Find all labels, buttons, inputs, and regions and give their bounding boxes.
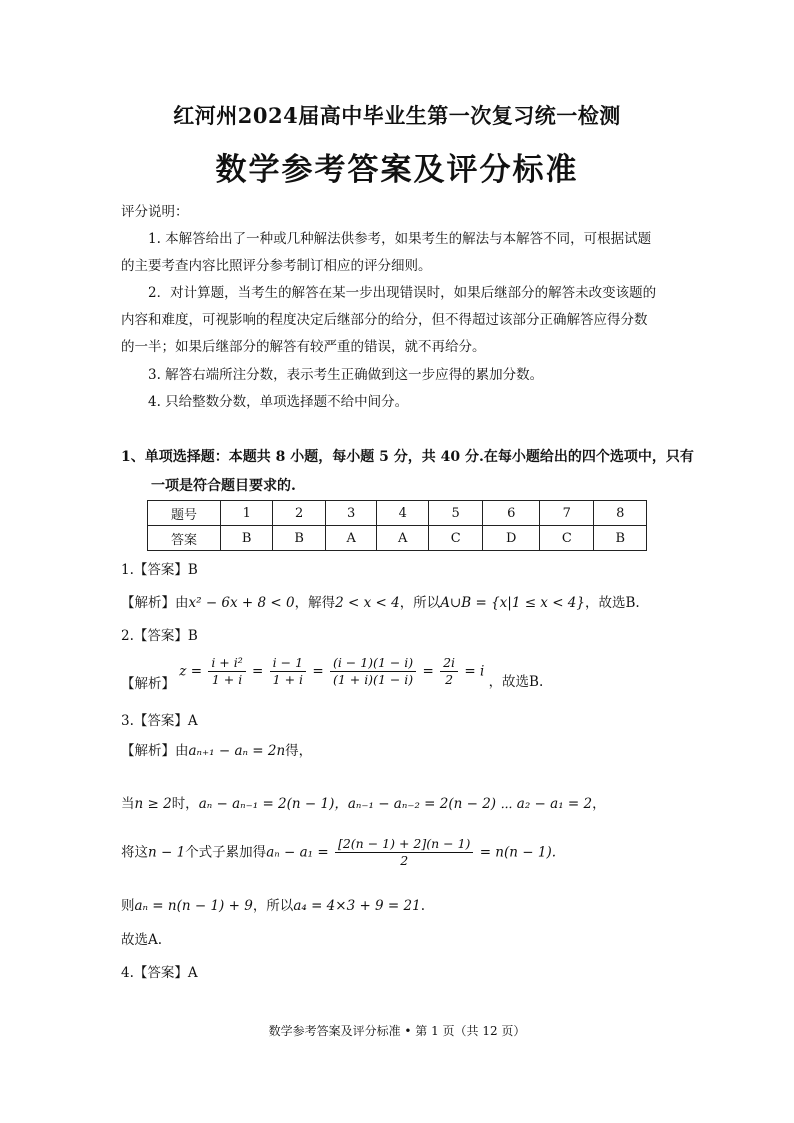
section-1-line-1: 1、单项选择题：本题共 8 小题，每小题 5 分，共 40 分.在每小题给出的四个选项中，只有	[121, 449, 694, 465]
equals-sign: =	[422, 663, 434, 680]
note-item-2-line-1: 2．对计算题，当考生的解答在某一步出现错误时，如果后继部分的解答未改变该题的	[148, 285, 657, 301]
q3-text: 个式子累加得	[185, 844, 267, 861]
q2-answer: 2.【答案】B	[121, 628, 198, 644]
q3-sum-rhs: = n(n − 1).	[479, 844, 557, 861]
q2-result: = i	[464, 663, 485, 680]
q3-analysis-label: 【解析】由	[121, 743, 189, 759]
question-number: 8	[594, 501, 647, 526]
answer-table-row-label: 题号	[148, 501, 221, 526]
equals-sign: =	[312, 663, 324, 680]
q3-sum-fraction	[335, 836, 473, 869]
note-item-2-line-2: 内容和难度，可视影响的程度决定后继部分的给分，但不得超过该部分正确解答应得分数	[121, 312, 648, 328]
answer-table-number-row	[148, 501, 647, 526]
q3-text: 则	[121, 898, 135, 914]
question-number: 2	[273, 501, 325, 526]
equals-sign: =	[252, 663, 264, 680]
q3-text: 将这	[121, 844, 148, 861]
q1-text: ，解得	[294, 595, 336, 611]
q2-analysis	[121, 655, 544, 692]
q3-count: n − 1	[148, 844, 186, 861]
q3-text: 得，	[285, 743, 313, 759]
q3-formula: aₙ = n(n − 1) + 9	[134, 898, 253, 914]
q3-condition: n ≥ 2	[134, 796, 172, 812]
q3-text: ，	[592, 796, 606, 812]
fraction-denominator: (1 + i)(1 − i)	[332, 672, 414, 687]
q2-fraction-3	[330, 655, 416, 688]
question-number: 3	[325, 501, 377, 526]
question-number: 1	[221, 501, 273, 526]
answer-table	[147, 500, 647, 551]
fraction-denominator: 2	[445, 672, 454, 687]
q3-sequence: aₙ − aₙ₋₁ = 2(n − 1)，aₙ₋₁ − aₙ₋₂ = 2(n − 2) ⋯ a₂ − a₁ = 2	[198, 796, 593, 812]
q2-fraction-1	[208, 655, 245, 688]
q2-fraction-4	[440, 655, 458, 688]
answer-cell: B	[221, 526, 273, 551]
q3-summation	[121, 836, 556, 869]
q3-text: ，所以	[252, 898, 294, 914]
notes-heading: 评分说明：	[121, 204, 189, 220]
question-number: 6	[483, 501, 540, 526]
answer-cell: B	[273, 526, 325, 551]
answer-cell: C	[540, 526, 594, 551]
section-1-line-2: 一项是符合题目要求的.	[151, 478, 296, 494]
q1-text: ，所以	[399, 595, 441, 611]
q2-fraction-2	[270, 655, 306, 688]
answer-table-row-label: 答案	[148, 526, 221, 551]
q1-inequality: x² − 6x + 8 < 0	[188, 595, 295, 611]
page-subtitle: 数学参考答案及评分标准	[215, 152, 579, 188]
q3-text: 当	[121, 796, 135, 812]
page-footer: 数学参考答案及评分标准 • 第 1 页（共 12 页）	[268, 1024, 526, 1038]
q3-text: .	[420, 898, 426, 914]
question-number: 4	[377, 501, 429, 526]
q1-union-set: A∪B = {x|1 ≤ x < 4}	[440, 595, 585, 611]
q2-analysis-label: 【解析】	[121, 675, 175, 692]
note-item-3: 3. 解答右端所注分数，表示考生正确做到这一步应得的累加分数。	[148, 367, 544, 383]
q1-conclusion: ，故选B.	[584, 595, 640, 611]
q3-conclusion: 故选A.	[121, 932, 163, 948]
q2-conclusion: ，故选B.	[488, 673, 544, 690]
note-item-1-line-1: 1. 本解答给出了一种或几种解法供参考，如果考生的解法与本解答不同，可根据试题	[148, 231, 652, 247]
answer-table-answer-row	[148, 526, 647, 551]
answer-cell: B	[594, 526, 647, 551]
q1-answer: 1.【答案】B	[121, 562, 198, 578]
answer-cell: A	[325, 526, 377, 551]
q1-analysis	[121, 594, 640, 612]
note-item-2-line-3: 的一半；如果后继部分的解答有较严重的错误，就不再给分。	[121, 339, 486, 355]
answer-cell: D	[483, 526, 540, 551]
question-number: 5	[429, 501, 483, 526]
q3-a4-value: a₄ = 4×3 + 9 = 21	[293, 898, 421, 914]
note-item-1-line-2: 的主要考查内容比照评分参考制订相应的评分细则。	[121, 258, 432, 274]
q3-answer: 3.【答案】A	[121, 713, 198, 729]
fraction-numerator: 2i	[440, 655, 458, 672]
q1-solution-range: 2 < x < 4	[335, 595, 400, 611]
fraction-numerator: i − 1	[270, 655, 306, 672]
q1-analysis-label: 【解析】由	[121, 595, 189, 611]
q3-difference-chain	[121, 795, 606, 813]
fraction-denominator: 1 + i	[272, 672, 304, 687]
fraction-numerator: i + i²	[208, 655, 245, 672]
q3-text: 时，	[171, 796, 199, 812]
answer-cell: C	[429, 526, 483, 551]
q2-z: z =	[179, 663, 203, 680]
note-item-4: 4. 只给整数分数，单项选择题不给中间分。	[148, 394, 409, 410]
fraction-denominator: 2	[400, 853, 409, 868]
answer-cell: A	[377, 526, 429, 551]
fraction-denominator: 1 + i	[211, 672, 243, 687]
fraction-numerator: [2(n − 1) + 2](n − 1)	[335, 836, 473, 853]
q3-general-term	[121, 897, 425, 915]
q3-sum-lhs: aₙ − a₁ =	[266, 844, 329, 861]
page-title: 红河州2024届高中毕业生第一次复习统一检测	[173, 103, 621, 128]
fraction-numerator: (i − 1)(1 − i)	[330, 655, 416, 672]
q4-answer: 4.【答案】A	[121, 965, 198, 981]
question-number: 7	[540, 501, 594, 526]
q3-analysis	[121, 742, 312, 760]
q3-recurrence: aₙ₊₁ − aₙ = 2n	[188, 743, 286, 759]
